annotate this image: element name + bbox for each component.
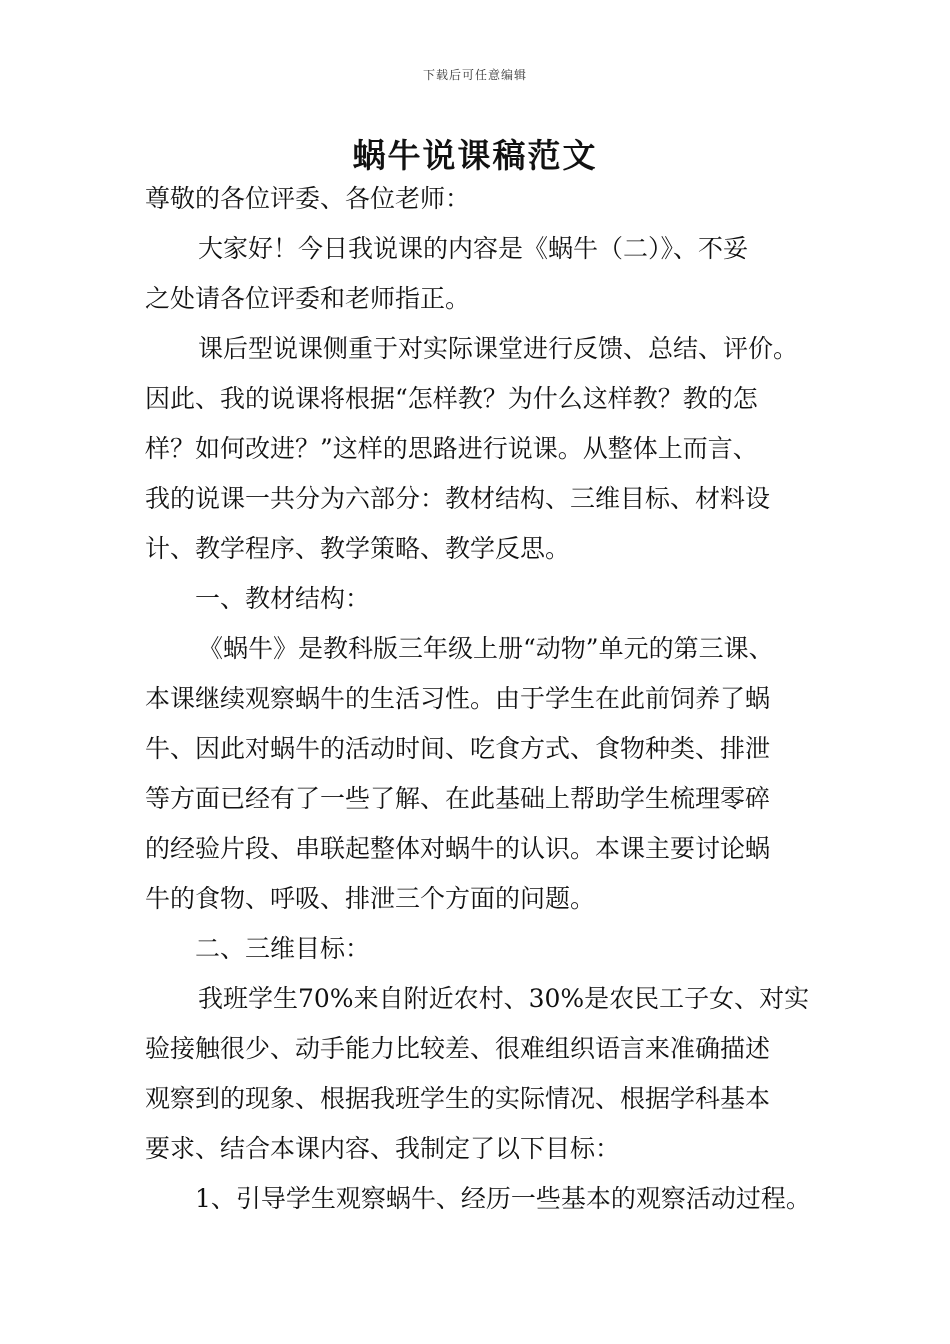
salutation-line: 尊敬的各位评委、各位老师：: [145, 184, 471, 213]
section-heading: 二、三维目标：: [195, 934, 371, 963]
paragraph-line: 我的说课一共分为六部分：教材结构、三维目标、材料设: [145, 484, 771, 513]
paragraph-line: 验接触很少、动手能力比较差、很难组织语言来准确描述: [145, 1034, 771, 1063]
paragraph-line: 《蜗牛》是教科版三年级上册“动物”单元的第三课、: [198, 634, 774, 663]
paragraph-line: 之处请各位评委和老师指正。: [145, 284, 471, 313]
paragraph-line: 计、教学程序、教学策略、教学反思。: [145, 534, 571, 563]
paragraph-line: 牛、因此对蜗牛的活动时间、吃食方式、食物种类、排泄: [145, 734, 771, 763]
paragraph-line: 课后型说课侧重于对实际课堂进行反馈、总结、评价。: [198, 334, 799, 363]
paragraph-line: 因此、我的说课将根据“怎样教？为什么这样教？教的怎: [145, 384, 758, 413]
header-note: 下载后可任意编辑: [422, 68, 527, 82]
document-title: 蜗牛说课稿范文: [352, 136, 598, 175]
paragraph-line: 等方面已经有了一些了解、在此基础上帮助学生梳理零碎: [145, 784, 771, 813]
paragraph-line: 观察到的现象、根据我班学生的实际情况、根据学科基本: [145, 1084, 771, 1113]
paragraph-line: 大家好！今日我说课的内容是《蜗牛（二）》、不妥: [198, 234, 749, 263]
paragraph-line: 我班学生70%来自附近农村、30%是农民工子女、对实: [198, 984, 810, 1013]
paragraph-line: 要求、结合本课内容、我制定了以下目标：: [145, 1134, 621, 1163]
list-item: 1、引导学生观察蜗牛、经历一些基本的观察活动过程。: [195, 1184, 811, 1213]
paragraph-line: 本课继续观察蜗牛的生活习性。由于学生在此前饲养了蜗: [145, 684, 771, 713]
paragraph-line: 牛的食物、呼吸、排泄三个方面的问题。: [145, 884, 596, 913]
paragraph-line: 样？如何改进？”这样的思路进行说课。从整体上而言、: [145, 434, 758, 463]
section-heading: 一、教材结构：: [195, 584, 371, 613]
paragraph-line: 的经验片段、串联起整体对蜗牛的认识。本课主要讨论蜗: [145, 834, 771, 863]
